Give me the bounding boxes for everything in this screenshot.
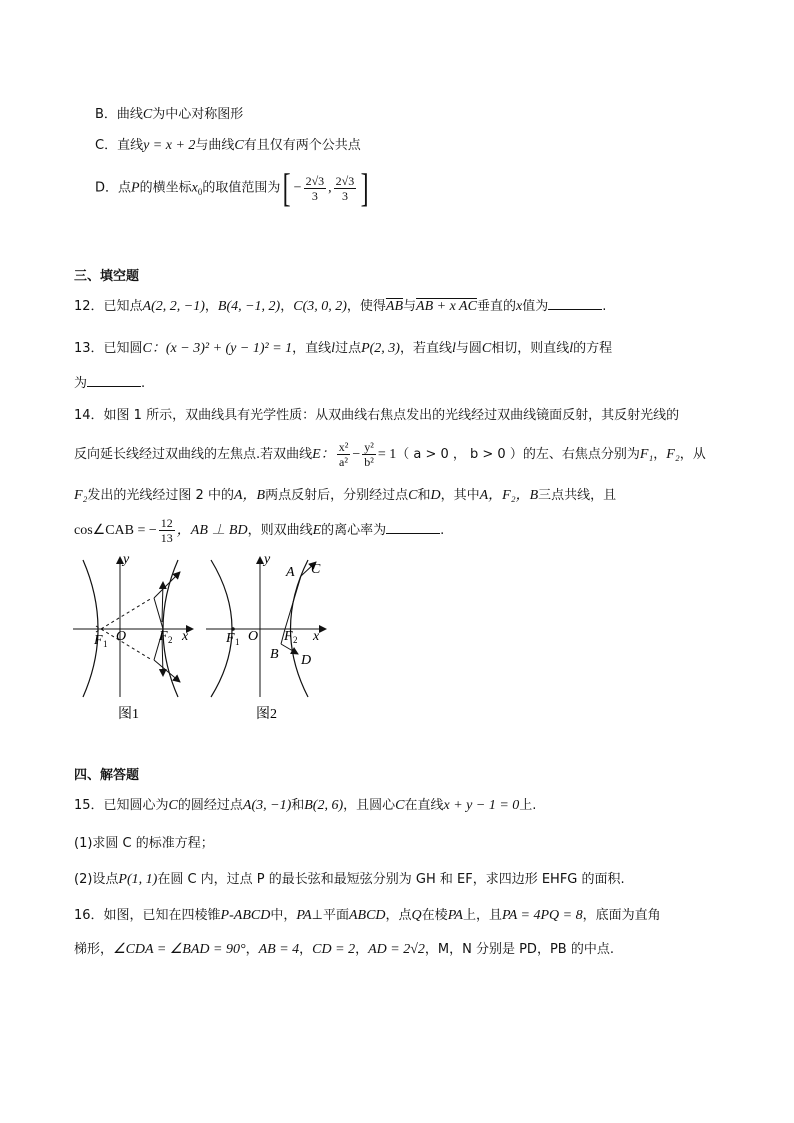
point-b: B(2, 6): [304, 798, 344, 813]
circle-c: C: [481, 341, 492, 356]
option-d-prefix: D．点: [95, 180, 132, 196]
vector-sum: AB + x AC: [416, 299, 477, 314]
q12-lead: 12．已知点: [74, 299, 143, 314]
q14-text: 的离心率为: [321, 523, 387, 538]
option-d-mid: 的横坐标: [139, 180, 192, 196]
hyperbola-figures: [68, 552, 338, 722]
section-answer: 四、解答题: [74, 768, 140, 783]
question-14-line1: 14．如图 1 所示，双曲线具有光学性质：从双曲线右焦点发出的光线经过双曲线镜面反射，其反射光线的: [74, 408, 680, 423]
minus: −: [352, 447, 361, 462]
line-l: l: [451, 341, 456, 356]
dashed-ray: [96, 598, 152, 632]
question-14-line4: [74, 516, 444, 545]
q14-text: 发出的光线经过图 2 中的: [87, 488, 234, 503]
focus-f2: F₂: [666, 447, 680, 462]
option-c: [95, 134, 361, 154]
q13-text: ，若直线: [399, 341, 452, 356]
figure-2: [206, 552, 326, 722]
angle-expr: ∠CDA = ∠BAD = 90°: [113, 942, 246, 957]
q13-text: 过点: [335, 341, 362, 356]
section-fill-in: 三、填空题: [74, 269, 140, 284]
q15-text: 的圆经过点: [177, 798, 243, 813]
center-c: C: [395, 798, 405, 813]
question-16-line2: [74, 938, 614, 958]
q14-text: ，则双曲线: [247, 523, 313, 538]
point-q: Q: [411, 908, 422, 923]
neg-sign: −: [293, 180, 302, 196]
sep: ，: [245, 942, 259, 957]
curve-var: C: [234, 138, 244, 153]
focus-f2: F₂: [74, 488, 88, 503]
f2-subscript: 2: [168, 635, 173, 645]
question-12: [74, 295, 606, 315]
option-c-mid: 与曲线: [195, 138, 235, 153]
frac-num: 12: [160, 516, 173, 530]
cos-expr: cos∠CAB = −: [74, 523, 157, 538]
q12-text: 与: [403, 299, 417, 314]
option-c-suffix: 有且仅有两个公共点: [243, 138, 361, 153]
question-14-line2: 反向延长线经过双曲线的左焦点.若双曲线E： $\frac{\text{x²}}{\text{a²}}$ − $\frac{\text{y²}}{\text{b²}}$ = 1（ a > 0 ， b > 0 ）的左、右焦点分别为F₁，F₂，从: [74, 440, 706, 469]
points-ab: A，B: [233, 488, 266, 503]
answer-blank[interactable]: [386, 521, 440, 534]
ab-length: AB = 4: [258, 942, 300, 957]
sep: ，: [204, 299, 218, 314]
point-b-label: B: [270, 647, 279, 662]
line-equation: x + y − 1 = 0: [443, 798, 520, 813]
period: .: [440, 523, 445, 538]
question-14-line3: [74, 484, 616, 504]
q16-text: 在棱: [421, 908, 448, 923]
hyperbola-e: E: [312, 523, 322, 538]
q14-text: 反向延长线经过双曲线的左焦点.若双曲线: [74, 447, 313, 462]
f2-label: F: [159, 629, 168, 644]
point-c-label: C: [311, 562, 321, 577]
answer-blank[interactable]: [548, 297, 602, 310]
comma: ,: [328, 180, 332, 196]
option-b: [95, 103, 243, 123]
frac-den: b²: [364, 455, 374, 469]
option-b-prefix: B．曲线: [95, 107, 143, 122]
q14-text: （ a > 0 ， b > 0 ）的左、右焦点分别为: [396, 447, 640, 462]
point-a-label: A: [286, 565, 295, 580]
x0-var: x: [191, 180, 198, 196]
frac-x: [337, 440, 351, 469]
origin-label: O: [248, 629, 259, 644]
point-d: D: [430, 488, 441, 503]
frac-den: a²: [339, 455, 348, 469]
frac-num: x²: [338, 440, 349, 454]
light-ray: [285, 576, 301, 629]
light-ray: [154, 598, 163, 629]
question-13: [74, 337, 612, 357]
q12-text: ，使得: [346, 299, 386, 314]
q16-text: 中，: [270, 908, 297, 923]
period: .: [141, 376, 146, 391]
focus-f1: F₁: [639, 447, 654, 462]
q15-text: (2)设点: [74, 872, 119, 887]
f1-subscript: 1: [235, 637, 240, 647]
q16-text: ，M，N 分别是 PD，PB 的中点.: [424, 942, 614, 957]
q13-text: ，直线: [292, 341, 332, 356]
figure-2-caption: 图2: [256, 707, 277, 722]
f1-label: F: [94, 633, 103, 648]
question-13-line2: [74, 372, 145, 391]
hyperbola-e: E：: [312, 447, 335, 462]
q16-text: ⊥平面: [311, 908, 349, 923]
q16-text: 梯形，: [74, 942, 114, 957]
option-c-prefix: C．直线: [95, 138, 144, 153]
q13-text: 为: [74, 376, 88, 391]
origin-label: O: [116, 629, 127, 644]
curve-var: C: [142, 107, 153, 122]
q13-text: 相切，则直线: [491, 341, 570, 356]
q16-text: ，底面为直角: [582, 908, 661, 923]
q16-text: 16．如图，已知在四棱锥: [74, 908, 221, 923]
point-c: C: [408, 488, 418, 503]
point-a: A(3, −1): [242, 798, 292, 813]
q14-text: 三点共线，且: [538, 488, 617, 503]
line-equation: y = x + 2: [143, 138, 196, 153]
y-label: y: [123, 552, 130, 567]
option-d: [95, 165, 372, 210]
figure-1-caption: 图1: [118, 707, 139, 722]
q12-text: 值为: [522, 299, 549, 314]
q14-text: ，从: [679, 447, 706, 462]
y-label: y: [264, 552, 271, 567]
frac-y: [362, 440, 376, 469]
right-bracket: ]: [360, 165, 369, 210]
question-15-part2: [74, 868, 625, 888]
q13-text: 的方程: [573, 341, 613, 356]
f2-subscript: 2: [293, 635, 298, 645]
q15-text: 在直线: [404, 798, 444, 813]
segment-pa: PA: [296, 908, 312, 923]
perp-expr: ，AB ⊥ BD: [176, 523, 248, 538]
center-c: C: [168, 798, 178, 813]
reflected-ray-d: [281, 644, 298, 654]
frac-den: 13: [160, 531, 173, 545]
q15-text: ，且圆心: [343, 798, 396, 813]
q12-text: 垂直的: [476, 299, 516, 314]
x0-subscript: 0: [197, 187, 203, 198]
f2-label: F: [284, 629, 293, 644]
plane-abcd: ABCD: [348, 908, 386, 923]
vector-ab: $\overline{AB}$: [385, 299, 404, 314]
ad-length: AD = 2√2: [368, 942, 425, 957]
line-l: l: [331, 341, 336, 356]
option-b-suffix: 为中心对称图形: [152, 107, 244, 122]
left-bracket: [: [282, 165, 291, 210]
q15-text: 在圆 C 内，过点 P 的最长弦和最短弦分别为 GH 和 EF，求四边形 EHFG 的面积.: [157, 872, 625, 887]
sep: ，: [355, 942, 369, 957]
circle-equation: C：(x − 3)² + (y − 1)² = 1: [142, 341, 293, 356]
period: .: [602, 299, 607, 314]
f1-label: F: [226, 631, 235, 646]
sep: ，: [280, 299, 294, 314]
q13-text: 与圆: [455, 341, 482, 356]
point-a: A(2, 2, −1): [142, 299, 205, 314]
line-l: l: [569, 341, 574, 356]
frac-num: 2√3: [305, 173, 325, 188]
question-15: [74, 794, 536, 814]
sep: ，: [299, 942, 313, 957]
fraction-upper: [334, 174, 357, 203]
q16-text: ，点: [385, 908, 412, 923]
figure-1: [73, 552, 193, 722]
pyramid: P-ABCD: [220, 908, 271, 923]
q14-text: 和: [417, 488, 431, 503]
frac-den: 3: [341, 188, 348, 203]
x-var: x: [515, 299, 523, 314]
light-ray: [162, 582, 163, 622]
q15-text: 15．已知圆心为: [74, 798, 169, 813]
question-15-part1: (1)求圆 C 的标准方程；: [74, 836, 214, 851]
point-p: P(2, 3): [361, 341, 400, 356]
q14-text: ，其中: [440, 488, 480, 503]
point-d-label: D: [301, 653, 312, 668]
x-label: x: [313, 629, 320, 644]
segment-pa: PA: [447, 908, 463, 923]
q15-text: 上.: [519, 798, 537, 813]
frac-cos: [159, 516, 175, 545]
f1-subscript: 1: [103, 639, 108, 649]
answer-blank[interactable]: [87, 374, 141, 387]
frac-num: 2√3: [335, 173, 355, 188]
q14-text: 两点反射后，分别经过点: [265, 488, 409, 503]
option-d-suffix: 的取值范围为: [202, 180, 281, 196]
x-label: x: [182, 629, 189, 644]
point-p: P(1, 1): [118, 872, 158, 887]
frac-num: y²: [364, 440, 374, 454]
cd-length: CD = 2: [312, 942, 356, 957]
q13-lead: 13．已知圆: [74, 341, 143, 356]
frac-den: 3: [311, 188, 318, 203]
pa-equation: PA = 4PQ = 8: [502, 908, 583, 923]
fraction-lower: [304, 174, 327, 203]
question-16: [74, 904, 661, 924]
q15-text: 和: [291, 798, 305, 813]
point-p: P: [131, 180, 140, 196]
point-c: C(3, 0, 2): [293, 299, 347, 314]
collinear-points: A，F₂，B: [479, 488, 539, 503]
point-b: B(4, −1, 2): [217, 299, 281, 314]
q16-text: 上，且: [463, 908, 503, 923]
equals-one: = 1: [377, 447, 397, 462]
